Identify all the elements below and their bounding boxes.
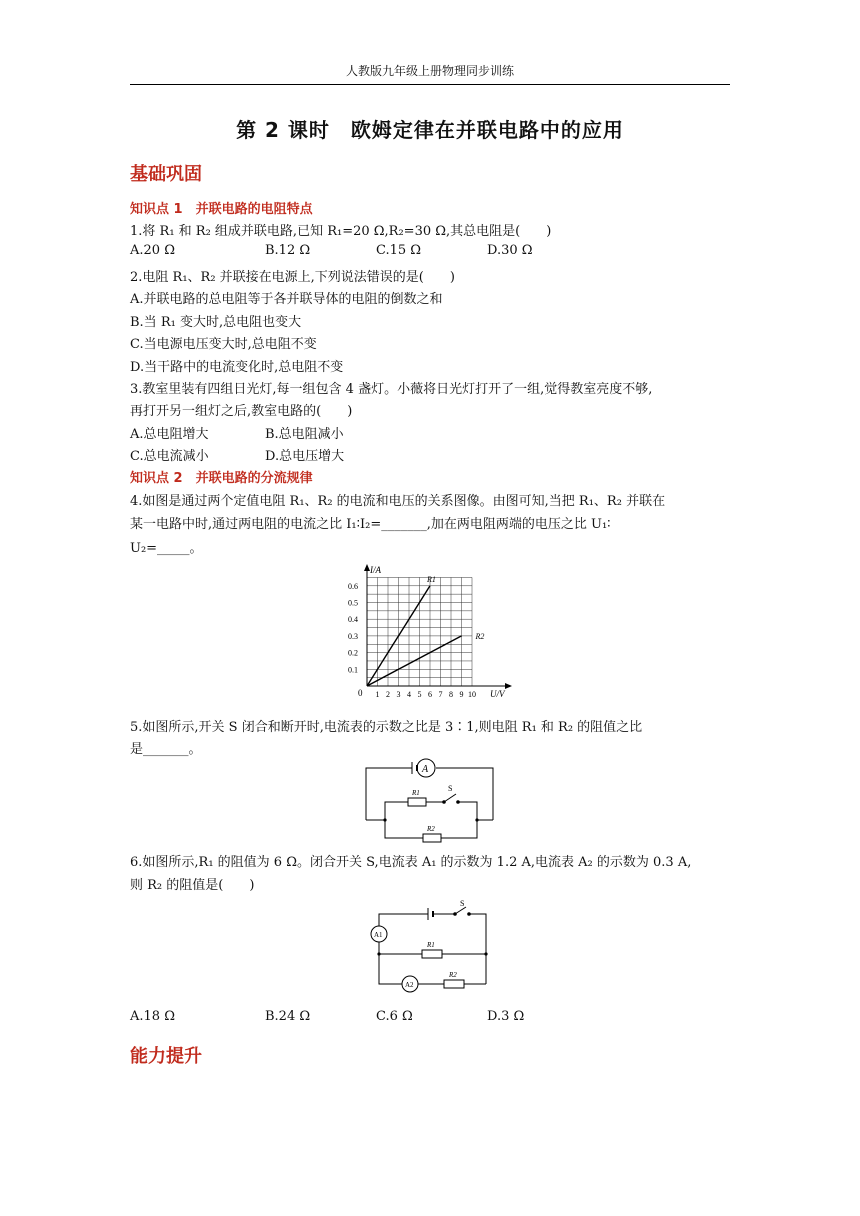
y-tick-label: 0.5 <box>348 598 358 608</box>
y-axis-label: I/A <box>370 565 381 575</box>
switch-label: S <box>460 899 465 908</box>
q3-stem-line2: 再打开另一组灯之后,教室电路的( ) <box>130 404 353 419</box>
iu-graph <box>342 560 522 705</box>
q3-option-d: D.总电压增大 <box>265 449 345 464</box>
q4-line1: 4.如图是通过两个定值电阻 R₁、R₂ 的电流和电压的关系图像。由图可知,当把 R₁、R₂ 并联在 <box>130 494 666 509</box>
switch-icon <box>455 907 466 914</box>
circuit-q6-right-wire <box>469 914 486 984</box>
x-tick-label: 5 <box>417 690 422 699</box>
q3-option-a: A.总电阻增大 <box>130 427 209 442</box>
resistor-r1-icon <box>408 798 426 806</box>
q1-option-b: B.12 Ω <box>265 243 311 258</box>
y-tick-label: 0.2 <box>348 648 358 658</box>
q2-stem: 2.电阻 R₁、R₂ 并联接在电源上,下列说法错误的是( ) <box>130 270 455 285</box>
x-tick-label: 9 <box>459 690 464 699</box>
r2-label: R2 <box>427 825 435 833</box>
r1-label: R1 <box>427 941 435 949</box>
r1-label: R1 <box>412 789 420 797</box>
x-tick-label: 4 <box>407 690 411 699</box>
q2-option-a: A.并联电路的总电阻等于各并联导体的电阻的倒数之和 <box>130 292 443 307</box>
x-tick-label: 1 <box>375 690 380 699</box>
x-tick-label: 3 <box>396 690 401 699</box>
q6-option-d: D.3 Ω <box>487 1009 525 1024</box>
a1-label: A1 <box>374 931 383 939</box>
circuit-q5-branch-outer <box>385 802 408 820</box>
header-rule <box>130 84 730 85</box>
section-advanced: 能力提升 <box>130 1046 202 1067</box>
q4-line3: U₂=_____。 <box>130 541 203 556</box>
circuit-q6-top-left <box>379 914 428 926</box>
x-axis-label: U/V <box>490 689 505 699</box>
x-tick-label: 8 <box>449 690 453 699</box>
x-axis-arrow <box>505 683 512 689</box>
q1-stem: 1.将 R₁ 和 R₂ 组成并联电路,已知 R₁=20 Ω,R₂=30 Ω,其总电阻是( ) <box>130 224 552 239</box>
q6-line2: 则 R₂ 的阻值是( ) <box>130 878 255 893</box>
q5-line2: 是_______。 <box>130 742 202 757</box>
switch-label: S <box>448 784 453 793</box>
y-tick-label: 0.4 <box>348 615 358 625</box>
q3-option-c: C.总电流减小 <box>130 449 209 464</box>
circuit-q6-diagram <box>368 898 494 996</box>
circuit-q6-left-wire <box>379 942 402 984</box>
x-tick-label: 10 <box>468 690 476 699</box>
q6-option-b: B.24 Ω <box>265 1009 311 1024</box>
q1-option-a: A.20 Ω <box>130 243 175 258</box>
q2-option-c: C.当电源电压变大时,总电阻不变 <box>130 337 317 352</box>
resistor-r2-icon <box>444 980 464 988</box>
y-tick-label: 0.1 <box>348 665 358 675</box>
q2-option-d: D.当干路中的电流变化时,总电阻不变 <box>130 360 344 375</box>
y-tick-label: 0.3 <box>348 631 358 641</box>
page-title: 第 2 课时 欧姆定律在并联电路中的应用 <box>236 118 624 142</box>
x-tick-label: 2 <box>386 690 390 699</box>
q6-line1: 6.如图所示,R₁ 的阻值为 6 Ω。闭合开关 S,电流表 A₁ 的示数为 1.2 A,电流表 A₂ 的示数为 0.3 A, <box>130 855 692 870</box>
page-header: 人教版九年级上册物理同步训练 <box>345 64 514 78</box>
series-r2-label: R2 <box>475 631 485 641</box>
q6-option-c: C.6 Ω <box>376 1009 413 1024</box>
ammeter-label: A <box>422 764 429 775</box>
q1-option-c: C.15 Ω <box>376 243 422 258</box>
q2-option-b: B.当 R₁ 变大时,总电阻也变大 <box>130 315 302 330</box>
q5-line1: 5.如图所示,开关 S 闭合和断开时,电流表的示数之比是 3∶1,则电阻 R₁ 和 R₂ 的阻值之比 <box>130 720 643 735</box>
y-tick-label: 0.6 <box>348 581 358 591</box>
x-tick-label: 6 <box>428 690 432 699</box>
circuit-q5-diagram <box>360 758 500 843</box>
origin-label: 0 <box>358 688 363 698</box>
q3-stem-line1: 3.教室里装有四组日光灯,每一组包含 4 盏灯。小薇将日光灯打开了一组,觉得教室亮度不够, <box>130 382 653 397</box>
r2-label: R2 <box>449 971 457 979</box>
q3-option-b: B.总电阻减小 <box>265 427 344 442</box>
switch-icon <box>444 794 456 802</box>
resistor-r1-icon <box>422 950 442 958</box>
q1-option-d: D.30 Ω <box>487 243 533 258</box>
knowledge-point-1: 知识点 1 并联电路的电阻特点 <box>130 202 313 217</box>
circuit-q5-switch-to-junction <box>458 802 477 820</box>
series-r1-label: R1 <box>427 574 436 584</box>
section-basic: 基础巩固 <box>130 164 202 185</box>
knowledge-point-2: 知识点 2 并联电路的分流规律 <box>130 471 313 486</box>
graph-grid <box>367 574 472 686</box>
x-tick-label: 7 <box>438 690 443 699</box>
q6-option-a: A.18 Ω <box>130 1009 175 1024</box>
q4-line2: 某一电路中时,通过两电阻的电流之比 I₁∶I₂=_______,加在两电阻两端的电压之比 U₁∶ <box>130 517 611 532</box>
a2-label: A2 <box>405 981 414 989</box>
